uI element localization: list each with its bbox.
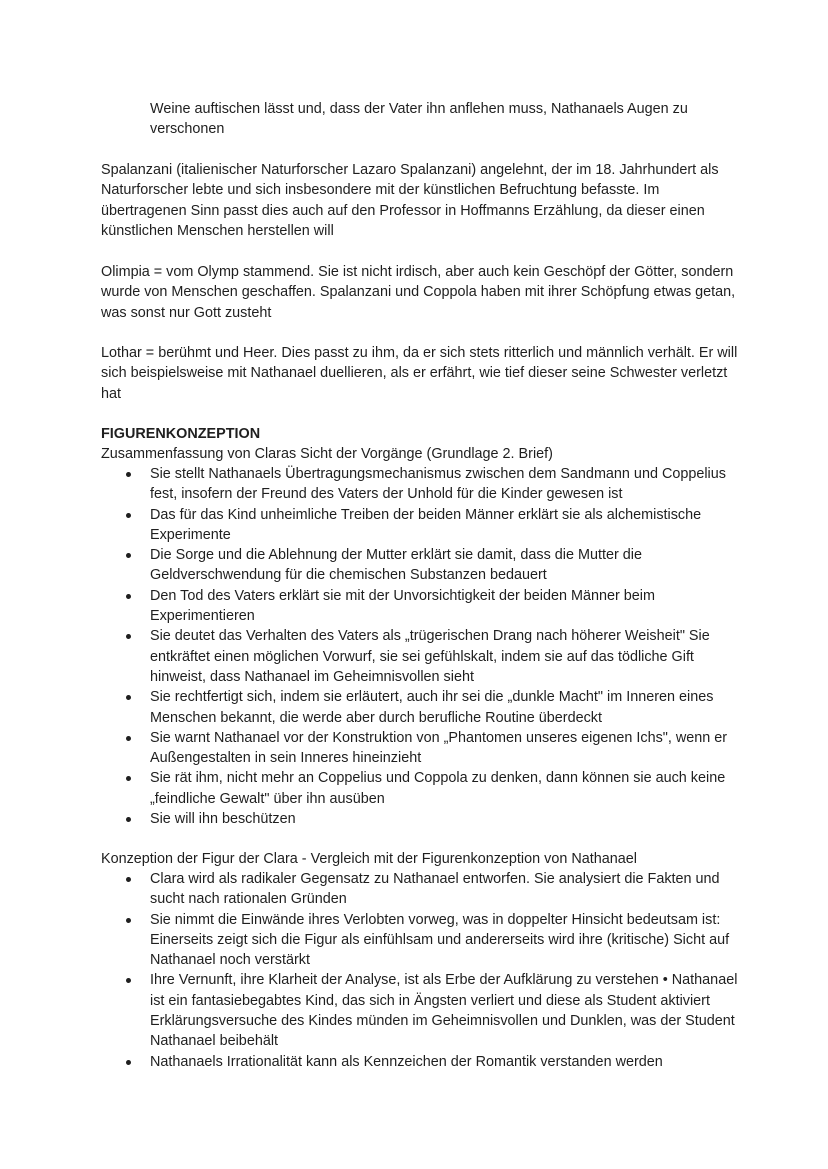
subheading-summary: Zusammenfassung von Claras Sicht der Vorgänge (Grundlage 2. Brief) (101, 446, 553, 462)
paragraph-olimpia: Olimpia = vom Olymp stammend. Sie ist nicht irdisch, aber auch kein Geschöpf der Götter, sondern wurde von Menschen geschaffen. Spalanzani und Coppola haben mit ihrer Schöpfung etwas getan, was sonst nur Gott zusteht (101, 264, 736, 321)
bullet-icon (126, 634, 131, 639)
list-item: Sie stellt Nathanaels Übertragungsmechanismus zwischen dem Sandmann und Coppelius fest, insofern der Freund des Vaters der Unhold für die Kinder gewesen ist (101, 464, 751, 505)
bullet-icon (126, 817, 131, 822)
paragraph-spalanzani: Spalanzani (italienischer Naturforscher Lazaro Spalanzani) angelehnt, der im 18. Jahrhundert als Naturforscher lebte und sich insbesondere mit der künstlichen Befruchtung befasste. Im übertragenen Sinn passt dies auch auf den Professor in Hoffmanns Erzählung, da dieser einen künstlichen Menschen herstellen will (101, 162, 719, 239)
list-item: Clara wird als radikaler Gegensatz zu Nathanael entworfen. Sie analysiert die Fakten und sucht nach rationalen Gründen (101, 869, 751, 910)
list-item: Sie warnt Nathanael vor der Konstruktion von „Phantomen unseres eigenen Ichs", wenn er Außengestalten in sein Inneres hineinzieht (101, 728, 751, 769)
bullet-icon (126, 776, 131, 781)
clara-list (101, 869, 751, 1072)
bullet-icon (126, 918, 131, 923)
bullet-icon (126, 594, 131, 599)
paragraph-lothar: Lothar = berühmt und Heer. Dies passt zu ihm, da er sich stets ritterlich und männlich verhält. Er will sich beispielsweise mit Nathanael duellieren, als er erfährt, wie tief dieser seine Schwester verletzt hat (101, 345, 738, 402)
bullet-icon (126, 695, 131, 700)
bullet-icon (126, 1060, 131, 1065)
summary-list (101, 464, 751, 829)
list-item: Sie deutet das Verhalten des Vaters als „trügerischen Drang nach höherer Weisheit" Sie entkräftet einen möglichen Vorwurf, sie sei gefühlskalt, indem sie auf das tödliche Gift hinweist, dass Nathanael im Geheimnisvollen sieht (101, 626, 751, 687)
list-item: Sie nimmt die Einwände ihres Verlobten vorweg, was in doppelter Hinsicht bedeutsam ist: Einerseits zeigt sich die Figur als einfühlsam und andererseits wird ihre (kritische) Sicht auf Nathanael noch verstärkt (101, 910, 751, 971)
bullet-icon (126, 877, 131, 882)
subheading-clara: Konzeption der Figur der Clara - Vergleich mit der Figurenkonzeption von Nathanael (101, 851, 637, 867)
continuation-paragraph: Weine auftischen lässt und, dass der Vater ihn anflehen muss, Nathanaels Augen zu verschonen (150, 101, 688, 138)
section-heading: FIGURENKONZEPTION (101, 426, 261, 442)
list-item: Ihre Vernunft, ihre Klarheit der Analyse, ist als Erbe der Aufklärung zu verstehen • Nathanael ist ein fantasiebegabtes Kind, das sich in Ängsten verliert und diese als Student aktiviert Erklärungsversuche des Kindes münden im Geheimnisvollen und Dunklen, was der Student Nathanael beibehält (101, 970, 751, 1051)
list-item: Den Tod des Vaters erklärt sie mit der Unvorsichtigkeit der beiden Männer beim Experimentieren (101, 586, 751, 627)
list-item: Das für das Kind unheimliche Treiben der beiden Männer erklärt sie als alchemistische Experimente (101, 505, 751, 546)
list-item: Die Sorge und die Ablehnung der Mutter erklärt sie damit, dass die Mutter die Geldverschwendung für die chemischen Substanzen bedauert (101, 545, 751, 586)
bullet-icon (126, 553, 131, 558)
list-item: Sie rechtfertigt sich, indem sie erläutert, auch ihr sei die „dunkle Macht" im Inneren eines Menschen bekannt, die werde aber durch berufliche Routine überdeckt (101, 687, 751, 728)
bullet-icon (126, 472, 131, 477)
bullet-icon (126, 513, 131, 518)
bullet-icon (126, 736, 131, 741)
bullet-icon (126, 978, 131, 983)
list-item: Sie rät ihm, nicht mehr an Coppelius und Coppola zu denken, dann können sie auch keine „feindliche Gewalt" über ihn ausüben (101, 768, 751, 809)
list-item: Sie will ihn beschützen (101, 809, 751, 829)
list-item: Nathanaels Irrationalität kann als Kennzeichen der Romantik verstanden werden (101, 1052, 751, 1072)
